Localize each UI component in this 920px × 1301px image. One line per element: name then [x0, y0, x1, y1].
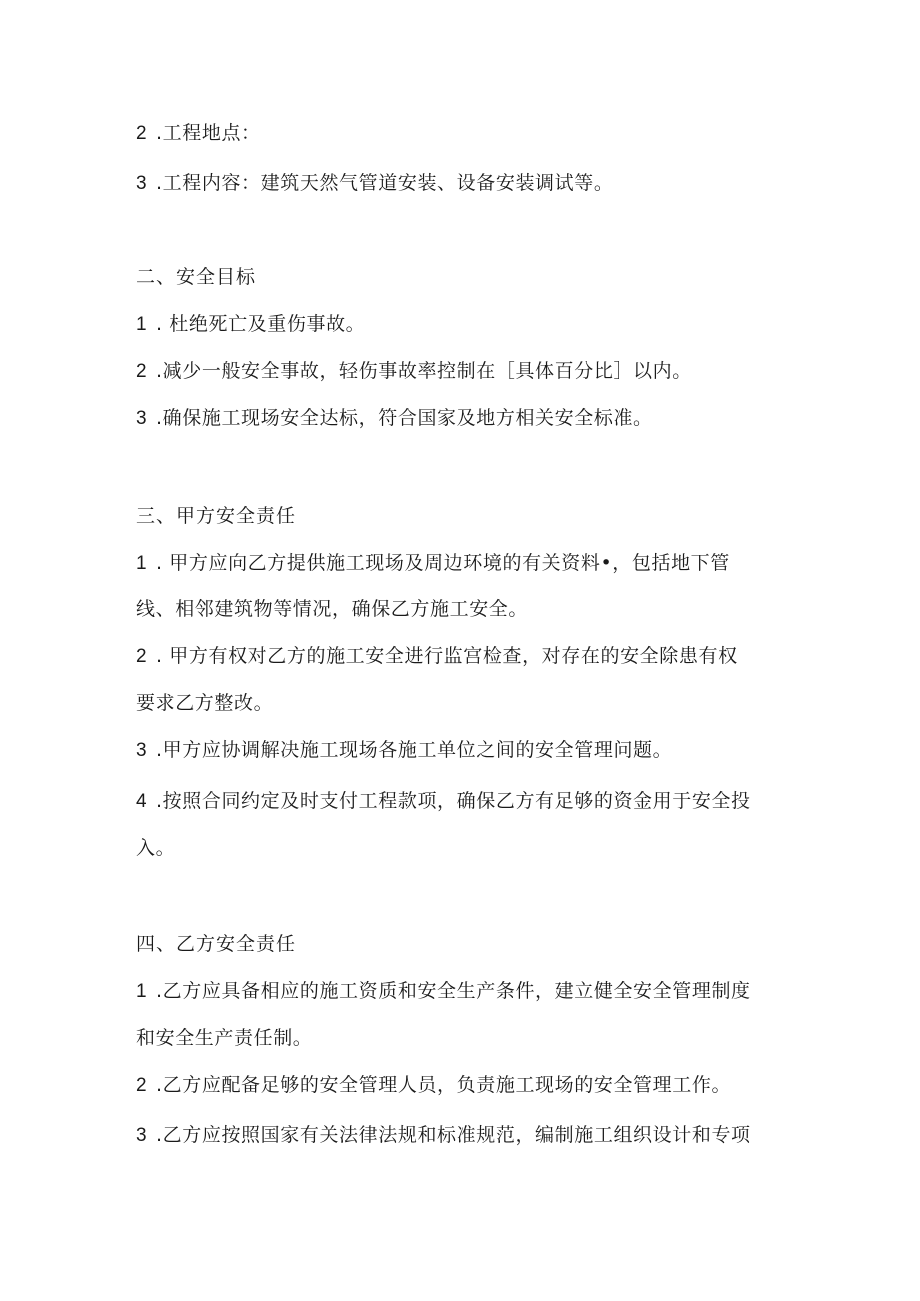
list-item — [136, 170, 786, 197]
list-item — [136, 550, 786, 577]
section-heading: 三、甲方安全责任 — [136, 505, 297, 527]
item-text: . 甲方有权对乙方的施工安全进行监宫检查，对存在的安全除患有权 — [156, 645, 738, 667]
list-item — [136, 1072, 786, 1099]
item-number: 3 — [136, 1125, 148, 1146]
list-item — [136, 311, 786, 338]
section-heading: 二、安全目标 — [136, 266, 257, 288]
list-item-continuation: 要求乙方整改。 — [136, 692, 274, 714]
list-item — [136, 405, 786, 432]
item-number: 4 — [136, 791, 148, 812]
item-text: .乙方应具备相应的施工资质和安全生产条件，建立健全安全管理制度 — [156, 980, 751, 1002]
list-item — [136, 643, 786, 670]
item-text: .工程地点： — [156, 122, 261, 144]
list-item — [136, 788, 786, 815]
item-number: 1 — [136, 981, 148, 1002]
item-text: . 甲方应向乙方提供施工现场及周边环境的有关资料•，包括地下管 — [156, 552, 730, 574]
item-number: 2 — [136, 1075, 148, 1096]
section-heading: 四、乙方安全责任 — [136, 933, 297, 955]
item-text: .减少一般安全事故，轻伤事故率控制在［具体百分比］以内。 — [156, 360, 692, 382]
list-item — [136, 358, 786, 385]
item-number: 2 — [136, 361, 148, 382]
item-number: 1 — [136, 553, 148, 574]
item-text: .确保施工现场安全达标，符合国家及地方相关安全标准。 — [156, 407, 653, 429]
item-text: .工程内容：建筑天然气管道安装、设备安装调试等。 — [156, 172, 614, 194]
list-item — [136, 120, 786, 147]
item-number: 2 — [136, 646, 148, 667]
item-text: .甲方应协调解决施工现场各施工单位之间的安全管理问题。 — [156, 739, 673, 761]
list-item-continuation: 和安全生产责任制。 — [136, 1027, 313, 1049]
item-text: .乙方应按照国家有关法律法规和标准规范，编制施工组织设计和专项 — [156, 1124, 751, 1146]
item-number: 3 — [136, 740, 148, 761]
list-item — [136, 737, 786, 764]
list-item-continuation: 线、相邻建筑物等情况，确保乙方施工安全。 — [136, 598, 529, 620]
item-text: .按照合同约定及时支付工程款项，确保乙方有足够的资金用于安全投 — [156, 790, 751, 812]
list-item — [136, 978, 786, 1005]
list-item-continuation: 入。 — [136, 837, 176, 859]
item-text: .乙方应配备足够的安全管理人员，负责施工现场的安全管理工作。 — [156, 1074, 732, 1096]
item-number: 3 — [136, 408, 148, 429]
item-number: 2 — [136, 123, 148, 144]
list-item — [136, 1122, 786, 1149]
item-number: 3 — [136, 173, 148, 194]
item-number: 1 — [136, 314, 148, 335]
item-text: . 杜绝死亡及重伤事故。 — [156, 313, 366, 335]
